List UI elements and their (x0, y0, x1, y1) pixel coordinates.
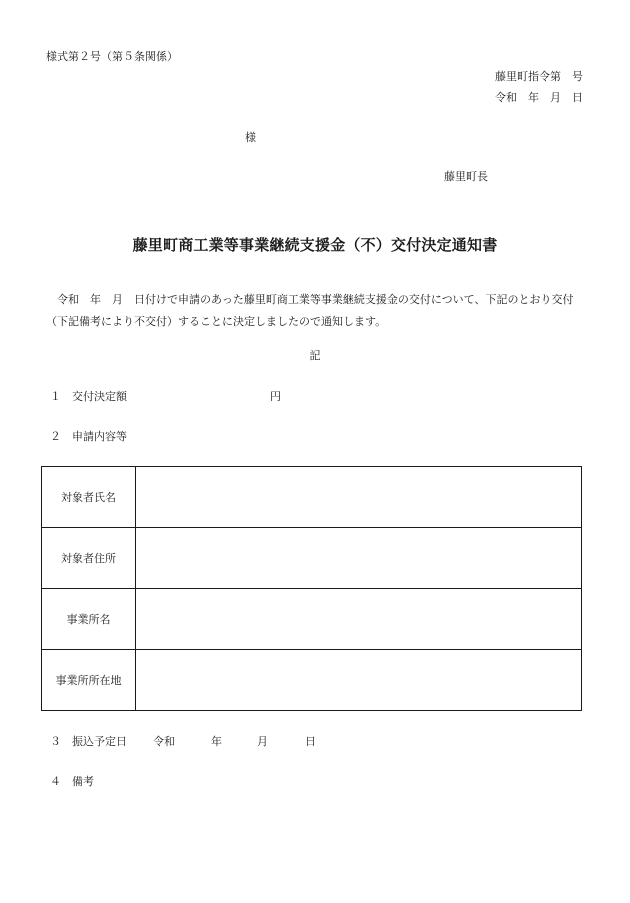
table-row (42, 467, 582, 528)
row-label-business-location: 事業所所在地 (42, 650, 136, 711)
notification-body: 令和 年 月 日付けで申請のあった藤里町商工業等事業継続支援金の交付について、下記のとおり交付（下記備考により不交付）することに決定しましたので通知します。 (46, 293, 574, 328)
item3-label: ３ 振込予定日 (50, 735, 127, 748)
row-value-applicant-name (136, 467, 582, 528)
row-value-business-name (136, 589, 582, 650)
item3-year: 年 (211, 735, 222, 748)
table-row (42, 650, 582, 711)
table-row (42, 528, 582, 589)
row-label-applicant-address: 対象者住所 (42, 528, 136, 589)
table-row (42, 589, 582, 650)
item3-day: 日 (305, 735, 316, 748)
document-date: 令和 年 月 日 (495, 91, 583, 104)
item3-era: 令和 (153, 735, 175, 748)
item1-label: １ 交付決定額 (50, 390, 127, 403)
document-number: 藤里町指令第 号 (495, 70, 583, 83)
issuer-name: 藤里町長 (444, 170, 488, 183)
item4-label: ４ 備考 (50, 775, 94, 788)
item3-month: 月 (257, 735, 268, 748)
item2-label: ２ 申請内容等 (50, 430, 127, 443)
application-details-table (41, 466, 582, 711)
ki-heading: 記 (309, 349, 321, 362)
row-label-applicant-name: 対象者氏名 (42, 467, 136, 528)
row-value-business-location (136, 650, 582, 711)
form-number: 様式第２号（第５条関係） (46, 50, 178, 63)
row-value-applicant-address (136, 528, 582, 589)
item1-amount-unit: 円 (270, 390, 281, 403)
addressee-honorific: 様 (245, 131, 256, 144)
document-title: 藤里町商工業等事業継続支援金（不）交付決定通知書 (132, 236, 498, 254)
row-label-business-name: 事業所名 (42, 589, 136, 650)
